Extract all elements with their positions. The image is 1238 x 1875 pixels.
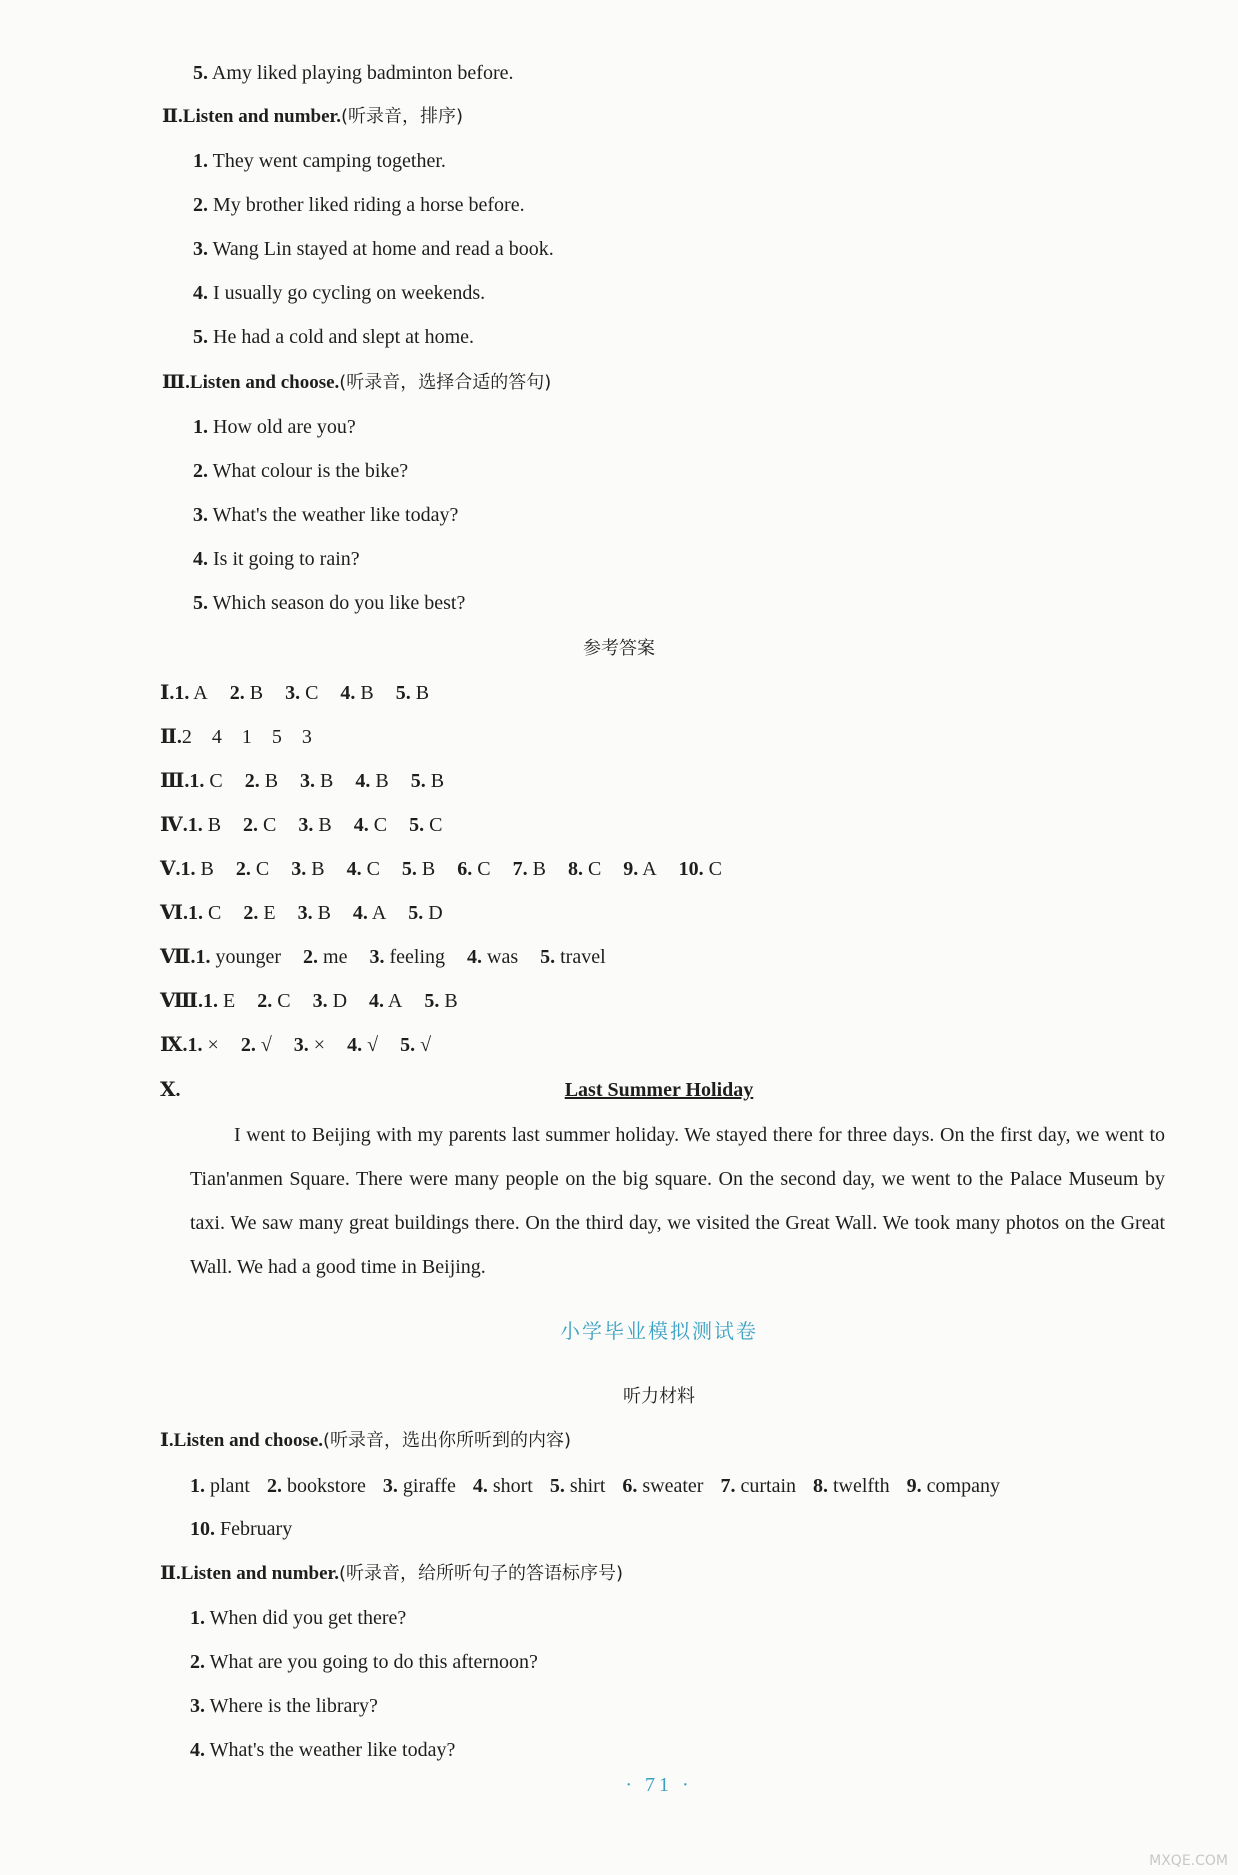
answer-cell: 1. A [174,682,208,704]
answer-row: Ⅳ.1. B 2. C 3. B 4. C 5. C [160,814,443,836]
answer-cell: 6. C [457,858,491,880]
answer-cell: 3. D [312,990,348,1012]
listening-item: 2. What colour is the bike? [193,460,409,482]
answer-cell: 2. me [303,946,348,968]
answer-cell: 5. D [408,902,443,924]
answer-row: Ⅶ.1. younger 2. me 3. feeling 4. was 5. travel [160,946,606,968]
listening-item: 5. Which season do you like best? [193,592,466,614]
answer-cell: 3. B [291,858,325,880]
essay-title: Last Summer Holiday [564,1079,754,1101]
answer-row: Ⅸ.1. × 2. √ 3. × 4. √ 5. √ [160,1034,432,1056]
word-list [190,1473,1017,1499]
word-list-item: 5. shirt [549,1475,606,1497]
answer-cell: 3. B [298,814,332,836]
answer-cell: 4. A [369,990,403,1012]
mock-section-heading-i: Ⅰ.Listen and choose.(听录音，选出你所听到的内容) [160,1430,572,1451]
word-list-item: 2. bookstore [267,1475,366,1497]
listening-item: 4. I usually go cycling on weekends. [193,282,486,304]
answer-cell: 3. C [285,682,319,704]
answer-cell: 1. E [203,990,236,1012]
answer-cell: 4. B [340,682,374,704]
answers-title: 参考答案 [583,638,655,659]
answer-row: Ⅰ.1. A 2. B 3. C 4. B 5. B [160,682,430,704]
answer-cell: 4. B [355,770,389,792]
answer-row: Ⅷ.1. E 2. C 3. D 4. A 5. B [160,990,458,1012]
answer-cell: 1. C [189,770,223,792]
listening-item: 2. My brother liked riding a horse before. [193,194,525,216]
answer-cell: 4. was [467,946,519,968]
answer-cell: 4. A [352,902,387,924]
answer-row: Ⅲ.1. C 2. B 3. B 4. B 5. B [160,770,445,792]
page-number: · 71 · [625,1774,693,1796]
answer-cell: 1. B [180,858,214,880]
listening-item: 3. Wang Lin stayed at home and read a book. [193,238,554,260]
answer-row: Ⅴ.1. B 2. C 3. B 4. C 5. B 6. C 7. B 8. C 9. A 10. C [160,858,722,880]
word-list-item: 7. curtain [720,1475,796,1497]
listening-item: 4. Is it going to rain? [193,548,360,570]
answer-cell: 9. A [623,858,657,880]
answer-cell: 7. B [512,858,546,880]
listening-item: 4. What's the weather like today? [190,1739,456,1761]
section-heading-iii: Ⅲ.Listen and choose.(听录音，选择合适的答句) [162,372,552,393]
answer-cell: 4. C [353,814,388,836]
word-list-item: 3. giraffe [382,1475,456,1497]
listening-item: 2. What are you going to do this afternoon? [190,1651,538,1673]
answer-cell: 2. C [235,858,270,880]
answer-cell: 10. C [678,858,722,880]
answer-cell: 2. C [243,814,277,836]
word-list-item: 8. twelfth [813,1475,890,1497]
answer-cell: 5. B [395,682,430,704]
listening-item: 5. He had a cold and slept at home. [193,326,475,348]
word-list-item: 1. plant [190,1475,250,1497]
answer-roman-x: Ⅹ. [160,1079,181,1101]
answer-cell: 3. B [300,770,334,792]
answer-cell: 1. B [187,814,222,836]
watermark: MXQE.COM [1149,1853,1228,1869]
listening-material-title: 听力材料 [623,1386,695,1407]
answer-cell: 4. C [346,858,380,880]
answer-cell: 5. √ [400,1034,432,1056]
listening-item: 3. Where is the library? [190,1695,378,1717]
answer-cell: 3. × [293,1034,326,1056]
word-list-item: 9. company [906,1475,1000,1497]
listening-item: 1. How old are you? [193,416,356,438]
word-list-item: 6. sweater [622,1475,704,1497]
listening-item: 1. When did you get there? [190,1607,407,1629]
answer-cell: 1. × [187,1034,219,1056]
essay-paragraph: I went to Beijing with my parents last summer holiday. We stayed there for three days. On the first day, we went to Tian'anmen Square. There were many people on the big square. On the second day, we went to the Palace Museum by taxi. We saw many great buildings there. On the third day, we visited the Great Wall. We took many photos on the Great Wall. We had a good time in Beijing. [190,1124,1165,1278]
answer-cell: 3. feeling [369,946,446,968]
mock-test-title: 小学毕业模拟测试卷 [560,1319,758,1343]
answer-cell: 2. B [229,682,264,704]
word-list-item: 4. short [472,1475,533,1497]
answer-cell: 2. E [243,902,276,924]
listening-item: 5. Amy liked playing badminton before. [193,62,514,84]
answer-cell: 2. √ [240,1034,272,1056]
answer-cell: 8. C [567,858,602,880]
answer-cell: 5. C [409,814,443,836]
word-list-item: 10. February [190,1518,293,1540]
answer-cell: 1. C [188,902,222,924]
section-heading-ii: Ⅱ.Listen and number.(听录音，排序) [162,106,464,127]
answer-cell: 5. B [410,770,445,792]
answer-row: Ⅵ.1. C 2. E 3. B 4. A 5. D [160,902,443,924]
answer-cell: 1. younger [195,946,282,968]
answer-cell: 5. B [424,990,458,1012]
listening-item: 1. They went camping together. [193,150,446,172]
listening-item: 3. What's the weather like today? [193,504,459,526]
essay-title-wrap [40,1077,1238,1103]
answer-cell: 5. B [401,858,436,880]
answer-cell: 2. B [244,770,279,792]
answer-cell: 5. travel [540,946,606,968]
answer-cell: 2. C [257,990,291,1012]
answer-cell: 4. √ [347,1034,379,1056]
mock-section-heading-ii: Ⅱ.Listen and number.(听录音，给所听句子的答语标序号) [160,1563,624,1584]
answer-row: Ⅱ.2 4 1 5 3 [160,726,312,748]
answer-cell: 3. B [297,902,331,924]
